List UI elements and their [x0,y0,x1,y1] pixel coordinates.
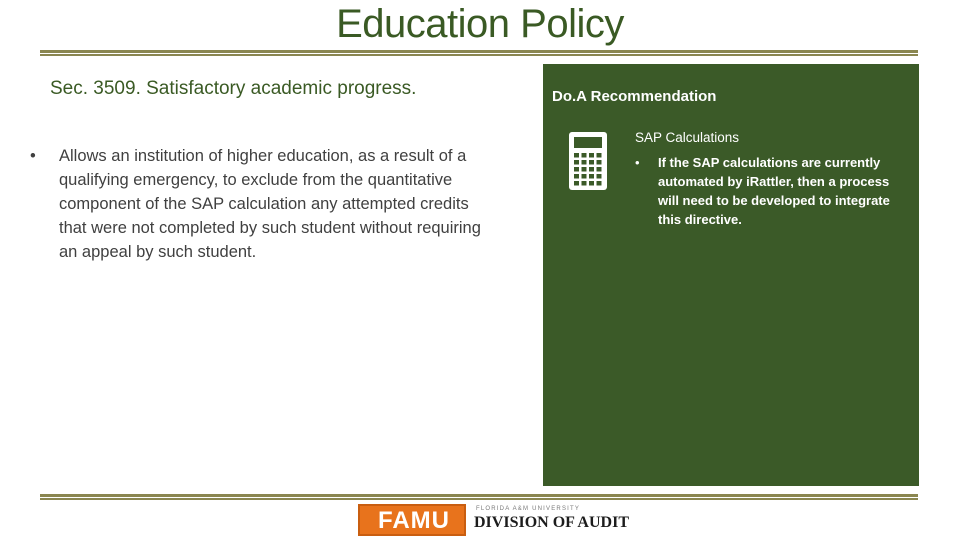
calculator-key [574,174,579,179]
sub-bullet-list [635,153,905,229]
bullet-marker: • [635,155,640,170]
list-item [30,144,486,264]
calculator-key [597,174,602,179]
calculator-key [589,160,594,165]
bullet-list [30,144,486,264]
bullet-text: Allows an institution of higher education, as a result of a qualifying emergency, to exclude from the quantitative component of the SAP calculation any attempted credits that were not completed by such student without requiring an appeal by such student. [59,147,481,261]
recommendation-panel [543,64,919,486]
section-heading: Sec. 3509. Satisfactory academic progress. [50,78,417,99]
logo-badge [358,504,466,536]
sub-heading: SAP Calculations [635,130,740,145]
sub-bullet-text: If the SAP calculations are currently automated by iRattler, then a process will need to be developed to integrate this directive. [658,155,890,227]
calculator-key [597,167,602,172]
logo-division-text: DIVISION OF AUDIT [474,514,629,531]
panel-heading: Do.A Recommendation [552,88,717,105]
calculator-key [589,167,594,172]
top-divider [40,50,918,56]
calculator-key [574,167,579,172]
logo-university-text: FLORIDA A&M UNIVERSITY [476,506,581,512]
bottom-divider [40,494,918,500]
calculator-key [597,160,602,165]
famu-logo [358,504,668,536]
calculator-key [574,153,579,158]
slide-title: Education Policy [336,2,624,46]
calculator-key [597,181,602,186]
calculator-key [582,167,587,172]
calculator-key [582,160,587,165]
calculator-key [589,153,594,158]
calculator-key [574,181,579,186]
calculator-key [589,174,594,179]
calculator-icon [569,132,607,190]
logo-wordmark: FAMU [378,507,450,534]
bullet-marker: • [30,147,36,165]
calculator-key [582,153,587,158]
calculator-key [597,153,602,158]
list-item [635,153,905,229]
calculator-key [582,174,587,179]
calculator-key [574,160,579,165]
calculator-key [589,181,594,186]
calculator-key [582,181,587,186]
